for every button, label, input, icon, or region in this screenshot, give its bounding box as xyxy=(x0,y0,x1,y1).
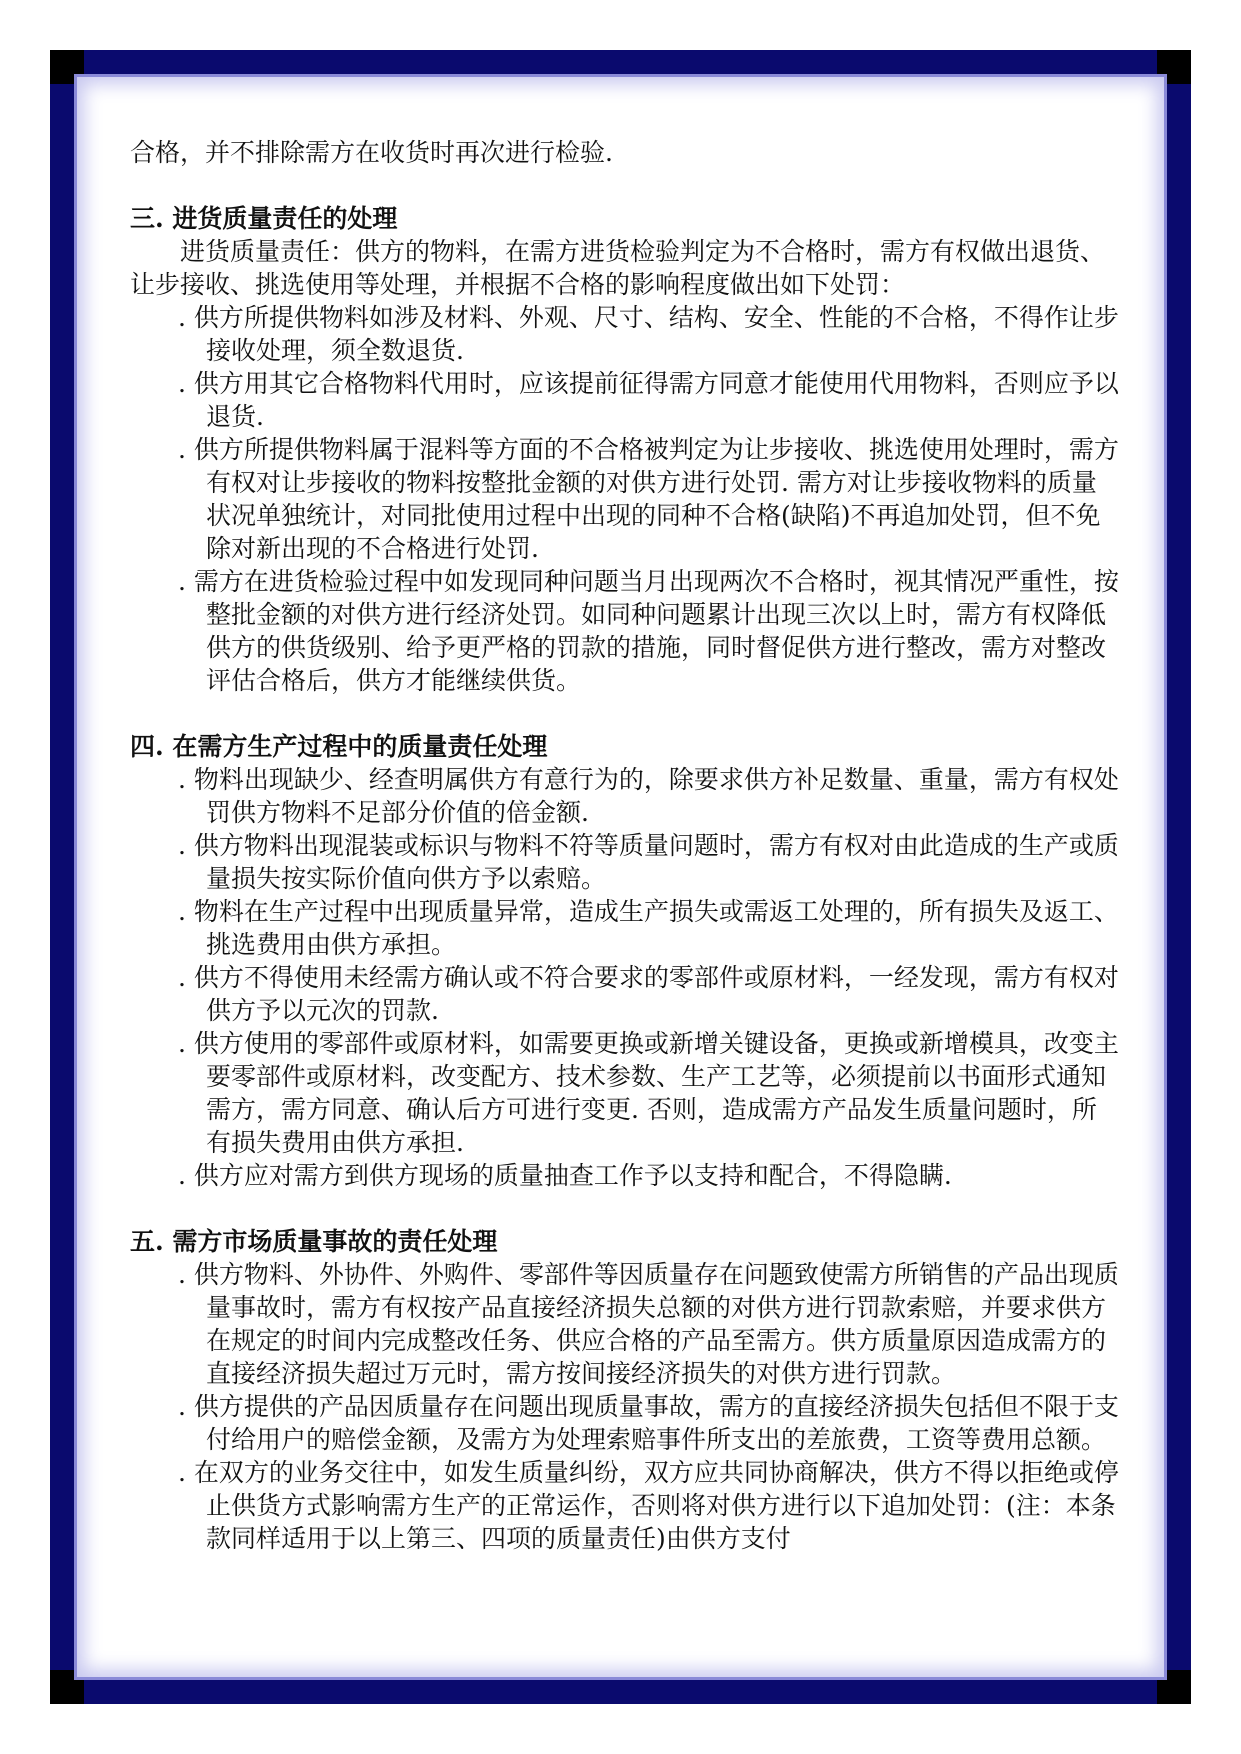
list-item: . 供方不得使用未经需方确认或不符合要求的零部件或原材料，一经发现，需方有权对供方予以元次的罚款. xyxy=(178,963,1119,1025)
list-item: . 供方应对需方到供方现场的质量抽查工作予以支持和配合，不得隐瞒. xyxy=(178,1161,952,1190)
list-item: . 供方提供的产品因质量存在问题出现质量事故，需方的直接经济损失包括但不限于支付给用户的赔偿金额，及需方为处理索赔事件所支出的差旅费，工资等费用总额。 xyxy=(178,1392,1119,1454)
list-item: . 供方所提供物料属于混料等方面的不合格被判定为让步接收、挑选使用处理时，需方有权对让步接收的物料按整批金额的对供方进行处罚. 需方对让步接收物料的质量状况单独统计，对同批使用过程中出现的同种不合格(缺陷)不再追加处罚，但不免除对新出现的不合格进行处罚. xyxy=(178,435,1119,563)
list-item: . 在双方的业务交往中，如发生质量纠纷，双方应共同协商解决，供方不得以拒绝或停止供货方式影响需方生产的正常运作，否则将对供方进行以下追加处罚：(注：本条款同样适用于以上第三、四项的质量责任)由供方支付 xyxy=(178,1458,1119,1553)
list-item: . 供方所提供物料如涉及材料、外观、尺寸、结构、安全、性能的不合格，不得作让步接收处理，须全数退货. xyxy=(178,303,1119,365)
list-item: . 供方物料出现混装或标识与物料不符等质量问题时，需方有权对由此造成的生产或质量损失按实际价值向供方予以索赔。 xyxy=(178,831,1119,893)
page-body xyxy=(74,74,1167,1680)
section-paragraph: 进货质量责任：供方的物料，在需方进货检验判定为不合格时，需方有权做出退货、让步接收、挑选使用等处理，并根据不合格的影响程度做出如下处罚： xyxy=(130,237,1106,299)
section-heading: 四. 在需方生产过程中的质量责任处理 xyxy=(130,732,548,761)
list-item: . 需方在进货检验过程中如发现同种问题当月出现两次不合格时，视其情况严重性，按整批金额的对供方进行经济处罚。如同种问题累计出现三次以上时，需方有权降低供方的供货级别、给予更严格的罚款的措施，同时督促供方进行整改，需方对整改评估合格后，供方才能继续供货。 xyxy=(178,567,1119,695)
intro-line: 合格，并不排除需方在收货时再次进行检验. xyxy=(130,138,613,167)
page-border xyxy=(50,50,1191,1704)
list-item: . 供方物料、外协件、外购件、零部件等因质量存在问题致使需方所销售的产品出现质量事故时，需方有权按产品直接经济损失总额的对供方进行罚款索赔，并要求供方在规定的时间内完成整改任务、供应合格的产品至需方。供方质量原因造成需方的直接经济损失超过万元时，需方按间接经济损失的对供方进行罚款。 xyxy=(178,1260,1119,1388)
document-content xyxy=(130,136,1120,1555)
list-item: . 物料出现缺少、经查明属供方有意行为的，除要求供方补足数量、重量，需方有权处罚供方物料不足部分价值的倍金额. xyxy=(178,765,1119,827)
section-heading: 五. 需方市场质量事故的责任处理 xyxy=(130,1227,498,1256)
section-heading: 三. 进货质量责任的处理 xyxy=(130,204,398,233)
list-item: . 供方用其它合格物料代用时，应该提前征得需方同意才能使用代用物料，否则应予以退货. xyxy=(178,369,1119,431)
list-item: . 供方使用的零部件或原材料，如需要更换或新增关键设备，更换或新增模具，改变主要零部件或原材料，改变配方、技术参数、生产工艺等，必须提前以书面形式通知需方，需方同意、确认后方可进行变更. 否则，造成需方产品发生质量问题时，所有损失费用由供方承担. xyxy=(178,1029,1119,1157)
list-item: . 物料在生产过程中出现质量异常，造成生产损失或需返工处理的，所有损失及返工、挑选费用由供方承担。 xyxy=(178,897,1119,959)
